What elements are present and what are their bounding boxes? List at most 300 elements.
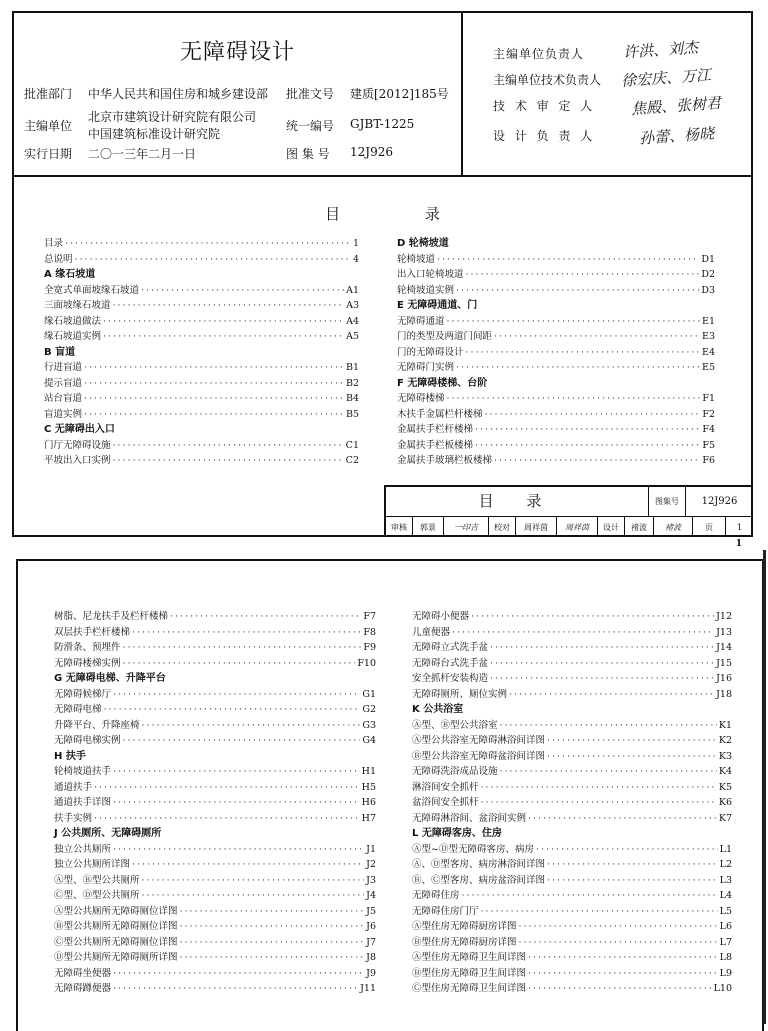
section-title: K 公共浴室	[412, 704, 464, 715]
section-title: E 无障碍通道、门	[397, 300, 478, 311]
toc-entry	[54, 919, 376, 935]
dot-leader	[500, 718, 717, 734]
toc-section-heading	[397, 298, 715, 314]
cell-design-label: 设计	[598, 517, 625, 537]
toc-entry	[397, 345, 715, 361]
cell-designer-signature: 褚波	[654, 517, 693, 537]
entry-title: 木扶手金属栏杆楼梯	[397, 408, 483, 420]
label-editor: 主编单位	[24, 119, 73, 133]
entry-code: 1	[352, 238, 359, 249]
entry-title: 缘石坡道做法	[44, 315, 102, 327]
toc-entry	[412, 981, 732, 997]
label-atlas-no: 图 集 号	[286, 147, 330, 161]
dot-leader	[94, 780, 360, 796]
toc-entry	[397, 267, 715, 283]
entry-code: B1	[345, 362, 359, 373]
dot-leader	[494, 329, 700, 345]
label-approval-no: 批准文号	[286, 87, 335, 101]
toc-entry	[44, 236, 359, 252]
toc-entry	[412, 718, 732, 734]
toc-entry	[54, 981, 376, 997]
entry-code: H7	[361, 812, 376, 824]
entry-code: B5	[345, 408, 359, 420]
toc-entry	[54, 780, 376, 796]
dot-leader	[500, 764, 717, 780]
toc-entry	[412, 873, 732, 889]
page-number: 1	[735, 539, 742, 549]
toc-entry	[397, 314, 715, 330]
dot-leader	[447, 314, 701, 330]
entry-code: D3	[701, 284, 715, 296]
entry-title: 平坡出入口实例	[44, 455, 111, 466]
toc-entry	[54, 656, 376, 672]
dot-leader	[481, 795, 717, 811]
toc-entry	[397, 407, 715, 423]
dot-leader	[104, 702, 361, 718]
section-title: G 无障碍电梯、升降平台	[54, 673, 166, 684]
label-effective-date: 实行日期	[24, 147, 73, 161]
entry-code: L1	[719, 843, 732, 855]
label-approval-dept: 批准部门	[24, 87, 73, 101]
toc-entry	[412, 842, 732, 858]
entry-title: 无障碍厕所、厕位实例	[412, 688, 508, 700]
entry-title: Ⓒ型、Ⓓ型公共厕所	[54, 890, 140, 901]
entry-code: L2	[719, 859, 732, 870]
dot-leader	[456, 283, 699, 299]
entry-title: 目录	[44, 238, 64, 249]
entry-title: 轮椅坡道扶手	[54, 766, 112, 777]
entry-title: 无障碍住房	[412, 890, 460, 901]
entry-title: Ⓐ、Ⓓ型客房、病房淋浴间详图	[412, 859, 546, 870]
entry-title: 无障碍电梯	[54, 704, 102, 715]
entry-title: Ⓑ型住房无障碍厨房详图	[412, 936, 517, 948]
dot-leader	[65, 236, 351, 252]
entry-title: 无障碍楼梯实例	[54, 657, 121, 669]
entry-code: H6	[361, 797, 376, 808]
entry-code: C2	[345, 455, 359, 466]
entry-code: D2	[701, 269, 715, 280]
section-title: B 盲道	[44, 346, 76, 358]
toc-heading: 目 录	[325, 205, 480, 223]
cell-checker-signature: 周祥茵	[557, 517, 598, 537]
cell-review-label: 审核	[386, 517, 413, 537]
toc-entry	[397, 438, 715, 454]
toc-entry	[44, 376, 359, 392]
entry-title: Ⓐ型、Ⓑ型公共厕所	[54, 874, 140, 886]
toc-entry	[54, 764, 376, 780]
entry-code: E4	[702, 346, 715, 358]
dot-leader	[490, 656, 714, 672]
cell-reviewer: 郭景	[413, 517, 444, 537]
entry-title: 站台盲道	[44, 393, 83, 404]
entry-code: L6	[719, 921, 732, 932]
entry-title: Ⓐ型~Ⓓ型无障碍客房、病房	[412, 843, 534, 855]
toc-section-heading	[397, 236, 715, 252]
role-design-lead: 设 计 负 责 人	[493, 129, 596, 143]
dot-leader	[132, 857, 364, 873]
toc-entry	[412, 795, 732, 811]
header-info	[14, 13, 463, 177]
entry-title: 独立公共厕所	[54, 843, 112, 855]
dot-leader	[509, 687, 714, 703]
dot-leader	[180, 935, 365, 951]
section-title: J 公共厕所、无障碍厕所	[54, 828, 162, 839]
toc-entry	[412, 811, 732, 827]
entry-title: Ⓓ型公共厕所无障碍厕所详图	[54, 952, 178, 963]
entry-title: 金属扶手栏杆楼梯	[397, 424, 474, 435]
entry-title: 无障碍小便器	[412, 611, 470, 622]
value-atlas-no: 12J926	[350, 145, 393, 159]
title-block-atlas-label: 图集号	[649, 487, 686, 516]
entry-title: Ⓐ型公共浴室无障碍淋浴间详图	[412, 735, 546, 746]
section-title: H 扶手	[54, 750, 86, 762]
entry-title: 提示盲道	[44, 377, 83, 389]
entry-title: 无障碍住房门厅	[412, 905, 479, 917]
dot-leader	[180, 919, 365, 935]
toc-entry	[44, 283, 359, 299]
toc-entry	[412, 656, 732, 672]
entry-title: 独立公共厕所详图	[54, 859, 131, 870]
toc-entry	[44, 329, 359, 345]
toc-continued-right-column	[412, 609, 732, 997]
value-effective-date: 二〇一三年二月一日	[88, 147, 197, 161]
entry-code: E5	[702, 362, 715, 373]
entry-title: 无障碍门实例	[397, 362, 455, 373]
signature-4: 孙蕾、杨晓	[638, 124, 715, 148]
dot-leader	[84, 360, 344, 376]
entry-code: F4	[702, 424, 715, 435]
dot-leader	[490, 640, 714, 656]
entry-title: 无障碍台式洗手盆	[412, 657, 489, 669]
page-2	[16, 559, 764, 1031]
toc-section-heading	[44, 422, 359, 438]
toc-entry	[54, 687, 376, 703]
entry-title: Ⓑ型公共厕所无障碍厕位详图	[54, 921, 178, 932]
entry-title: 门的类型及两道门间距	[397, 331, 493, 342]
entry-title: 盲道实例	[44, 408, 83, 420]
dot-leader	[141, 283, 344, 299]
dot-leader	[75, 252, 351, 268]
toc-entry	[412, 780, 732, 796]
cell-checker: 周祥茵	[516, 517, 557, 537]
entry-code: J4	[366, 890, 376, 901]
toc-entry	[412, 609, 732, 625]
entry-code: H1	[361, 766, 376, 777]
toc-entry	[54, 857, 376, 873]
toc-entry	[54, 873, 376, 889]
toc-entry	[412, 733, 732, 749]
toc-section-heading	[44, 267, 359, 283]
toc-section-heading	[44, 345, 359, 361]
toc-section-heading	[54, 749, 376, 765]
dot-leader	[113, 981, 358, 997]
entry-code: J3	[366, 874, 376, 886]
entry-code: B2	[345, 377, 359, 389]
entry-title: 无障碍候梯厅	[54, 688, 112, 700]
dot-leader	[471, 609, 714, 625]
dot-leader	[103, 314, 344, 330]
dot-leader	[142, 888, 365, 904]
toc-entry	[44, 252, 359, 268]
entry-code: G3	[362, 719, 376, 731]
dot-leader	[528, 811, 717, 827]
entry-code: L5	[719, 905, 732, 917]
signature-3: 焦殿、张树君	[630, 93, 722, 119]
toc-entry	[54, 640, 376, 656]
entry-code: A5	[346, 331, 359, 342]
toc-section-heading	[54, 826, 376, 842]
entry-code: J2	[366, 859, 376, 870]
entry-code: C1	[345, 439, 359, 451]
entry-code: L9	[719, 967, 732, 979]
role-technical-lead: 主编单位技术负责人	[493, 73, 602, 87]
toc-entry	[412, 749, 732, 765]
entry-code: K4	[718, 766, 732, 777]
toc-entry	[44, 391, 359, 407]
dot-leader	[547, 873, 718, 889]
entry-code: J6	[366, 921, 376, 932]
dot-leader	[547, 749, 717, 765]
toc-entry	[397, 329, 715, 345]
toc-entry	[44, 314, 359, 330]
dot-leader	[519, 919, 718, 935]
dot-leader	[123, 733, 361, 749]
toc-entry	[397, 422, 715, 438]
cell-page-label: 页	[693, 517, 726, 537]
entry-code: J15	[716, 657, 732, 669]
dot-leader	[142, 873, 365, 889]
dot-leader	[528, 950, 718, 966]
toc-section-heading	[397, 376, 715, 392]
dot-leader	[113, 453, 344, 469]
entry-code: K7	[718, 812, 732, 824]
dot-leader	[456, 360, 700, 376]
entry-title: 轮椅坡道	[397, 253, 436, 265]
entry-code: A3	[346, 300, 359, 311]
role-chief-editor: 主编单位负责人	[493, 47, 585, 61]
entry-title: 行进盲道	[44, 362, 83, 373]
dot-leader	[113, 764, 360, 780]
dot-leader	[481, 904, 718, 920]
entry-code: J18	[716, 688, 732, 700]
title-block-name: 目 录	[386, 487, 649, 516]
entry-code: 4	[352, 253, 359, 265]
entry-code: J13	[716, 626, 732, 638]
entry-code: K6	[718, 797, 732, 808]
entry-title: 淋浴间安全抓杆	[412, 781, 479, 793]
entry-code: L3	[719, 874, 732, 886]
entry-title: 升降平台、升降座椅	[54, 719, 140, 731]
entry-code: A4	[346, 315, 359, 327]
toc-entry	[44, 438, 359, 454]
dot-leader	[113, 795, 360, 811]
entry-code: L4	[719, 890, 732, 901]
dot-leader	[462, 888, 718, 904]
entry-code: J8	[366, 952, 376, 963]
entry-title: 无障碍立式洗手盆	[412, 642, 489, 653]
entry-code: G2	[362, 704, 376, 715]
toc-entry	[44, 360, 359, 376]
toc-entry	[54, 950, 376, 966]
entry-title: 安全抓杆安装构造	[412, 673, 489, 684]
toc-entry	[412, 966, 732, 982]
toc-entry	[412, 919, 732, 935]
value-editor-2: 中国建筑标准设计研究院	[88, 127, 221, 141]
entry-code: J14	[716, 642, 732, 653]
entry-title: 轮椅坡道实例	[397, 284, 455, 296]
toc-entry	[412, 888, 732, 904]
entry-code: F1	[702, 393, 715, 404]
section-title: C 无障碍出入口	[44, 424, 115, 435]
toc-entry	[54, 935, 376, 951]
dot-leader	[180, 950, 365, 966]
page-edge	[763, 550, 766, 1024]
toc-entry	[397, 453, 715, 469]
entry-code: G1	[362, 688, 376, 700]
dot-leader	[452, 625, 714, 641]
entry-title: 扶手实例	[54, 812, 93, 824]
toc-entry	[54, 966, 376, 982]
dot-leader	[113, 687, 360, 703]
entry-title: 无障碍坐便器	[54, 967, 112, 979]
dot-leader	[113, 842, 364, 858]
entry-title: Ⓑ型住房无障碍卫生间详图	[412, 967, 527, 979]
dot-leader	[494, 453, 700, 469]
entry-title: 无障碍蹲便器	[54, 983, 112, 994]
toc-entry	[397, 252, 715, 268]
toc-entry	[54, 733, 376, 749]
entry-code: L10	[713, 983, 732, 994]
toc-entry	[397, 391, 715, 407]
entry-title: 通道扶手详图	[54, 797, 112, 808]
toc-entry	[412, 950, 732, 966]
entry-title: Ⓐ型住房无障碍厨房详图	[412, 921, 517, 932]
entry-title: 盆浴间安全抓杆	[412, 797, 479, 808]
entry-code: G4	[362, 735, 376, 746]
role-reviewer: 技 术 审 定 人	[493, 99, 596, 113]
entry-title: 门的无障碍设计	[397, 346, 464, 358]
entry-title: Ⓒ型公共厕所无障碍厕位详图	[54, 936, 178, 948]
dot-leader	[475, 438, 700, 454]
entry-title: 防滑条、预埋件	[54, 642, 121, 653]
toc-entry	[44, 407, 359, 423]
toc-section-heading	[412, 826, 732, 842]
entry-title: 缘石坡道实例	[44, 331, 102, 342]
entry-code: J12	[716, 611, 732, 622]
entry-code: F2	[702, 408, 715, 420]
dot-leader	[123, 656, 356, 672]
cell-reviewer-signature: 一印吉	[444, 517, 489, 537]
entry-code: K3	[718, 750, 732, 762]
section-title: A 缘石坡道	[44, 269, 96, 280]
entry-title: 树脂、尼龙扶手及栏杆楼梯	[54, 611, 169, 622]
toc-left-column	[44, 236, 359, 469]
entry-title: Ⓐ型公共厕所无障碍厕位详图	[54, 905, 178, 917]
entry-title: Ⓑ、Ⓒ型客房、病房盆浴间详图	[412, 874, 546, 886]
entry-code: F5	[702, 439, 715, 451]
dot-leader	[437, 252, 699, 268]
entry-code: J1	[366, 843, 376, 855]
toc-right-column	[397, 236, 715, 469]
toc-entry	[412, 857, 732, 873]
entry-code: J11	[360, 983, 376, 994]
toc-entry	[54, 888, 376, 904]
value-editor-1: 北京市建筑设计研究院有限公司	[88, 110, 257, 124]
toc-entry	[412, 904, 732, 920]
entry-code: F9	[363, 642, 376, 653]
entry-title: 全宽式单面坡缘石坡道	[44, 284, 140, 296]
dot-leader	[519, 935, 718, 951]
entry-title: 无障碍楼梯	[397, 393, 445, 404]
entry-code: F6	[702, 455, 715, 466]
toc-entry	[54, 811, 376, 827]
page-1	[12, 11, 753, 537]
entry-title: 金属扶手栏板楼梯	[397, 439, 474, 451]
toc-section-heading	[54, 671, 376, 687]
toc-entry	[44, 298, 359, 314]
dot-leader	[528, 966, 718, 982]
toc-entry	[412, 671, 732, 687]
value-approval-dept: 中华人民共和国住房和城乡建设部	[88, 87, 269, 101]
toc-entry	[397, 360, 715, 376]
entry-title: Ⓐ型、Ⓑ型公共浴室	[412, 719, 498, 731]
toc-entry	[412, 935, 732, 951]
dot-leader	[536, 842, 718, 858]
entry-code: F8	[363, 626, 376, 638]
cell-designer: 褚波	[625, 517, 654, 537]
entry-title: 金属扶手玻璃栏板楼梯	[397, 455, 493, 466]
value-unified-no: GJBT-1225	[350, 117, 415, 131]
dot-leader	[142, 718, 361, 734]
entry-code: K2	[718, 735, 732, 746]
entry-code: L7	[719, 936, 732, 948]
dot-leader	[84, 391, 344, 407]
dot-leader	[94, 811, 360, 827]
entry-code: L8	[719, 952, 732, 963]
toc-entry	[54, 625, 376, 641]
dot-leader	[113, 966, 364, 982]
atlas-title: 无障碍设计	[179, 40, 295, 65]
toc-entry	[54, 842, 376, 858]
title-block	[384, 485, 753, 537]
dot-leader	[113, 298, 345, 314]
toc-entry	[54, 702, 376, 718]
dot-leader	[447, 391, 701, 407]
toc-continued-left-column	[54, 609, 376, 997]
toc-entry	[412, 687, 732, 703]
dot-leader	[466, 267, 700, 283]
entry-title: Ⓑ型公共浴室无障碍盆浴间详图	[412, 750, 546, 762]
entry-code: B4	[345, 393, 359, 404]
dot-leader	[103, 329, 344, 345]
entry-code: K1	[718, 719, 732, 731]
dot-leader	[547, 733, 717, 749]
toc-entry	[412, 640, 732, 656]
toc-section-heading	[412, 702, 732, 718]
entry-code: J7	[366, 936, 376, 948]
entry-title: 双层扶手栏杆楼梯	[54, 626, 131, 638]
dot-leader	[528, 981, 712, 997]
entry-code: K5	[718, 781, 732, 793]
signature-block	[463, 13, 751, 177]
toc-entry	[397, 283, 715, 299]
entry-title: 无障碍通道	[397, 315, 445, 327]
toc-entry	[412, 764, 732, 780]
toc-entry	[412, 625, 732, 641]
entry-code: E3	[702, 331, 715, 342]
entry-code: A1	[346, 284, 359, 296]
cell-check-label: 校对	[489, 517, 516, 537]
